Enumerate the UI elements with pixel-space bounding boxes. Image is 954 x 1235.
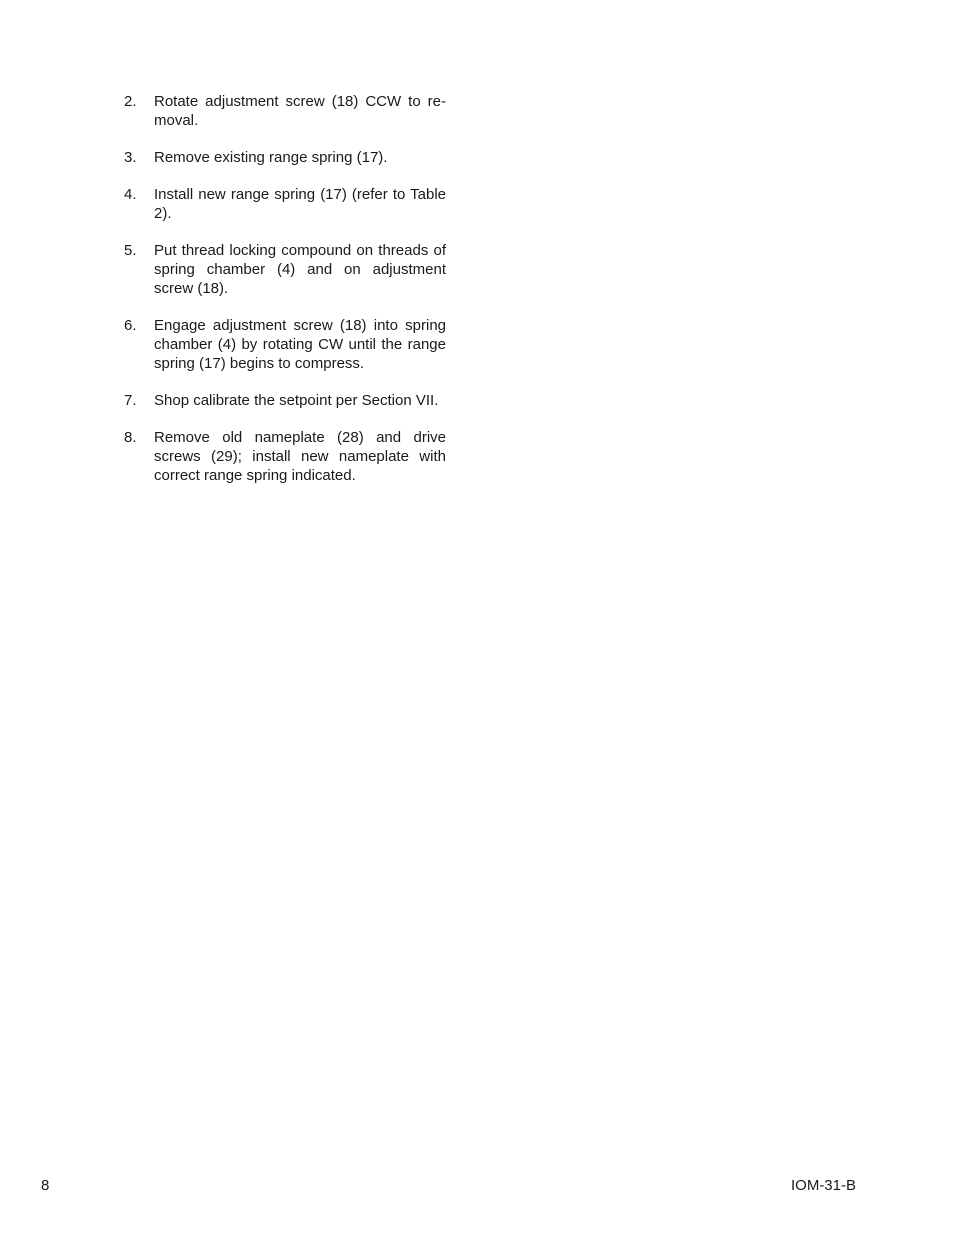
step-text: Remove existing range spring (17). [154,149,388,166]
step-number: 6. [124,317,137,334]
document-id: IOM-31-B [790,1177,856,1194]
step-6 [124,316,446,373]
step-number: 7. [124,392,137,409]
step-text: Remove old nameplate (28) and drive screws (29); install new nameplate with correct range spring indicated. [154,429,446,484]
step-8 [124,428,446,485]
step-2 [124,92,446,130]
step-number: 8. [124,429,137,446]
step-text: Engage adjustment screw (18) into spring chamber (4) by rotating CW until the range spring (17) begins to compress. [154,317,446,372]
step-text: Install new range spring (17) (refer to Table 2). [154,186,446,222]
procedure-steps [124,92,446,503]
step-7 [124,391,446,410]
step-text: Put thread locking compound on threads of spring chamber (4) and on adjustment screw (18). [154,242,446,297]
page-number: 8 [41,1177,50,1194]
step-4 [124,185,446,223]
step-5 [124,241,446,298]
step-number: 5. [124,242,137,259]
step-3 [124,148,446,167]
step-text: Rotate adjustment screw (18) CCW to re-moval. [154,93,446,129]
step-number: 2. [124,93,137,110]
step-number: 4. [124,186,137,203]
step-number: 3. [124,149,137,166]
step-text: Shop calibrate the setpoint per Section VII. [154,392,439,409]
